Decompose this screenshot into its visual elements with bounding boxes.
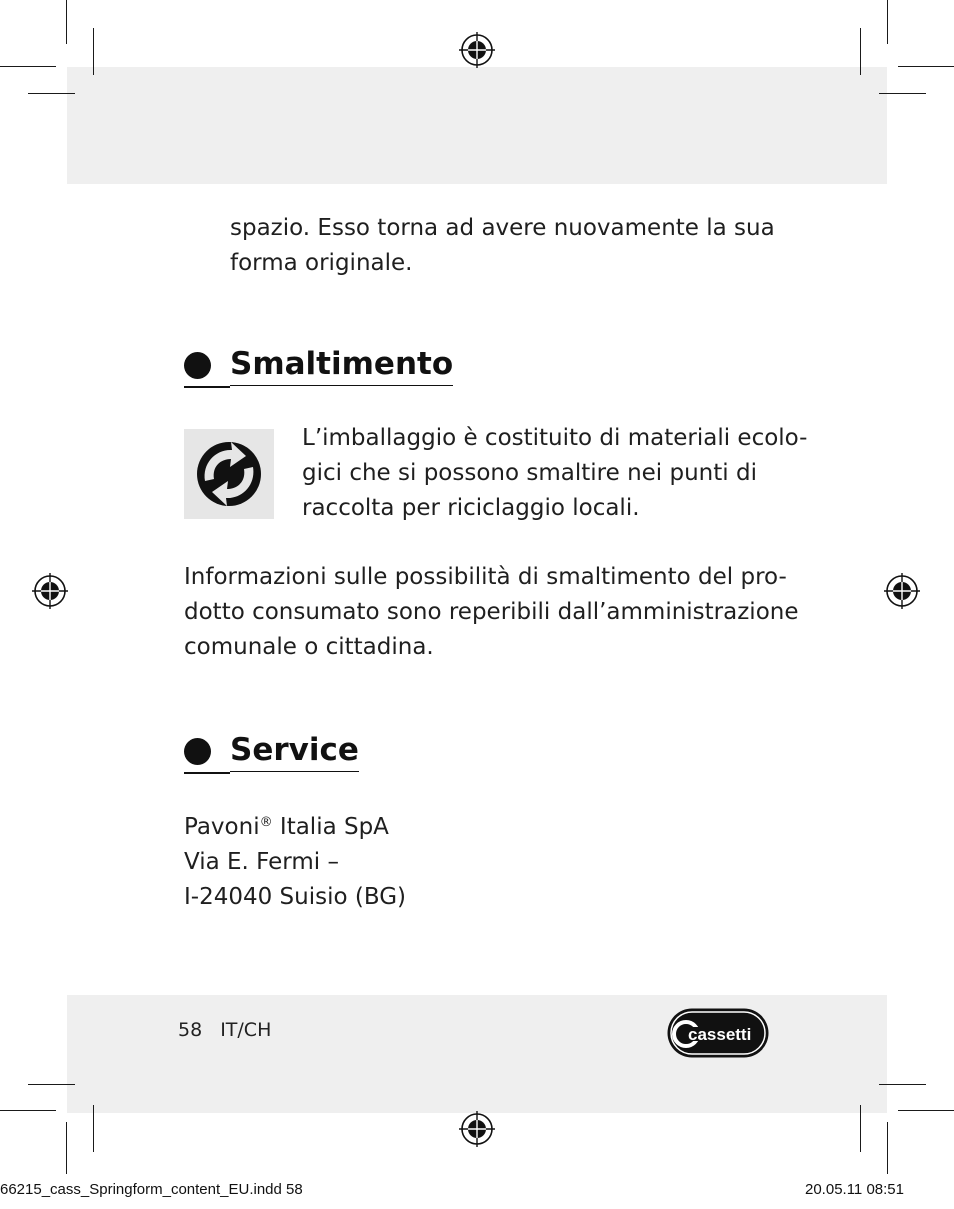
text-line: Informazioni sulle possibilità di smaltimento del pro- xyxy=(184,564,787,590)
cassetti-logo xyxy=(666,1007,770,1059)
crop-mark xyxy=(860,28,861,75)
crop-mark xyxy=(28,1084,75,1085)
green-dot-icon xyxy=(184,429,274,519)
heading-bullet xyxy=(184,352,211,379)
text-line: forma originale. xyxy=(230,250,413,276)
logo-text: cassetti xyxy=(688,1025,752,1044)
registration-mark-icon xyxy=(459,1111,495,1147)
heading-underline xyxy=(184,772,230,774)
registered-mark: ® xyxy=(259,815,273,830)
street-line: Via E. Fermi – xyxy=(184,849,339,875)
text-line: gici che si possono smaltire nei punti di xyxy=(302,460,757,486)
heading-title: Smaltimento xyxy=(230,345,453,386)
crop-mark xyxy=(0,1110,56,1111)
service-address xyxy=(184,805,406,915)
crop-mark xyxy=(0,66,56,67)
city-line: I-24040 Suisio (BG) xyxy=(184,884,407,910)
registration-mark-icon xyxy=(459,32,495,68)
header-band xyxy=(67,67,887,184)
disposal-info-paragraph xyxy=(184,560,799,665)
crop-mark xyxy=(887,0,888,44)
section-heading-service xyxy=(184,731,359,772)
crop-mark xyxy=(898,66,954,67)
crop-mark xyxy=(887,1122,888,1174)
crop-mark xyxy=(860,1105,861,1152)
packaging-paragraph xyxy=(302,421,807,526)
crop-mark xyxy=(66,0,67,44)
heading-bullet xyxy=(184,738,211,765)
heading-underline xyxy=(184,386,230,388)
company-line xyxy=(184,805,406,845)
crop-mark xyxy=(898,1110,954,1111)
text-line: L’imballaggio è costituito di materiali ecolo- xyxy=(302,425,808,451)
text-line: raccolta per riciclaggio locali. xyxy=(302,495,640,521)
page-footer xyxy=(178,1019,271,1041)
text-line: spazio. Esso torna ad avere nuovamente la sua xyxy=(230,215,775,241)
crop-mark xyxy=(93,28,94,75)
crop-mark xyxy=(879,1084,926,1085)
registration-mark-icon xyxy=(884,573,920,609)
crop-mark xyxy=(28,93,75,94)
company-name: Pavoni xyxy=(184,814,260,840)
text-line: comunale o cittadina. xyxy=(184,634,434,660)
print-slug-file: 66215_cass_Springform_content_EU.indd 58 xyxy=(0,1181,303,1198)
locale-label: IT/CH xyxy=(220,1019,272,1041)
crop-mark xyxy=(66,1122,67,1174)
crop-mark xyxy=(93,1105,94,1152)
company-suffix: Italia SpA xyxy=(272,814,389,840)
crop-mark xyxy=(879,93,926,94)
heading-title: Service xyxy=(230,731,359,772)
section-heading-smaltimento xyxy=(184,345,453,386)
page-number: 58 xyxy=(178,1019,203,1041)
intro-paragraph xyxy=(230,211,775,281)
text-line: dotto consumato sono reperibili dall’amministrazione xyxy=(184,599,799,625)
print-slug-datetime: 20.05.11 08:51 xyxy=(805,1181,904,1198)
registration-mark-icon xyxy=(32,573,68,609)
